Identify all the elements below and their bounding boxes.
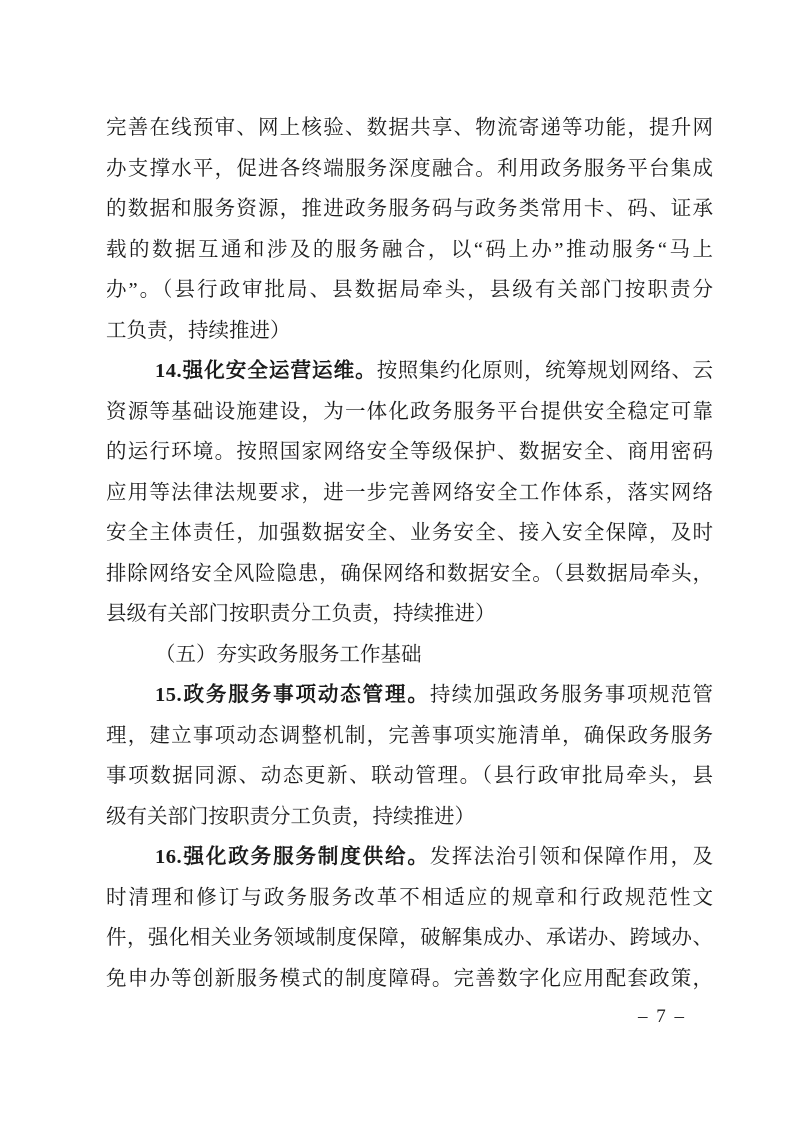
- page-number: – 7 –: [638, 1006, 686, 1027]
- text-line: 应用等法律法规要求，进一步完善网络安全工作体系，落实网络: [106, 481, 713, 504]
- paragraph-text: 按照集约化原则，统筹规划网络、云: [376, 360, 713, 382]
- text-line: 的数据和服务资源，推进政务服务码与政务类常用卡、码、证承: [106, 198, 713, 220]
- text-line: [106, 351, 713, 392]
- text-line: 安全主体责任，加强数据安全、业务安全、接入安全保障，及时: [106, 522, 713, 544]
- item-14-heading: 14.强化安全运营运维。: [155, 360, 377, 382]
- text-line: 理，建立事项动态调整机制，完善事项实施清单，确保政务服务: [106, 724, 713, 747]
- paragraph-last-line: 工负责，持续推进）: [106, 319, 291, 342]
- text-line: 免申办等创新服务模式的制度障碍。完善数字化应用配套政策，: [106, 967, 713, 990]
- paragraph-last-line: 级有关部门按职责分工负责，持续推进）: [106, 805, 475, 828]
- text-line: [106, 837, 713, 878]
- text-line: 排除网络安全风险隐患，确保网络和数据安全。（县数据局牵头，: [106, 562, 713, 585]
- text-line: 件，强化相关业务领域制度保障，破解集成办、承诺办、跨域办、: [106, 927, 713, 949]
- section-5-heading: （五）夯实政务服务工作基础: [155, 643, 422, 666]
- paragraph-last-line: 县级有关部门按职责分工负责，持续推进）: [106, 603, 496, 625]
- paragraph-text: 发挥法治引领和保障作用，及: [429, 846, 713, 868]
- text-line: 时清理和修订与政务服务改革不相适应的规章和行政规范性文: [106, 886, 713, 909]
- item-16-heading: 16.强化政务服务制度供给。: [155, 846, 430, 868]
- text-line: [106, 675, 713, 716]
- item-15-heading: 15.政务服务事项动态管理。: [155, 684, 430, 706]
- text-line: 载的数据互通和涉及的服务融合，以“码上办”推动服务“马上: [106, 238, 713, 261]
- text-line: 办支撑水平，促进各终端服务深度融合。利用政务服务平台集成: [106, 157, 713, 180]
- document-body: [106, 108, 713, 999]
- text-line: 的运行环境。按照国家网络安全等级保护、数据安全、商用密码: [106, 441, 713, 463]
- text-line: 办”。（县行政审批局、县数据局牵头，县级有关部门按职责分: [106, 279, 713, 301]
- text-line: 资源等基础设施建设，为一体化政务服务平台提供安全稳定可靠: [106, 400, 713, 423]
- paragraph-text: 持续加强政务服务事项规范管: [429, 684, 713, 706]
- text-line: 事项数据同源、动态更新、联动管理。（县行政审批局牵头，县: [106, 765, 713, 787]
- text-line: 完善在线预审、网上核验、数据共享、物流寄递等功能，提升网: [106, 117, 713, 139]
